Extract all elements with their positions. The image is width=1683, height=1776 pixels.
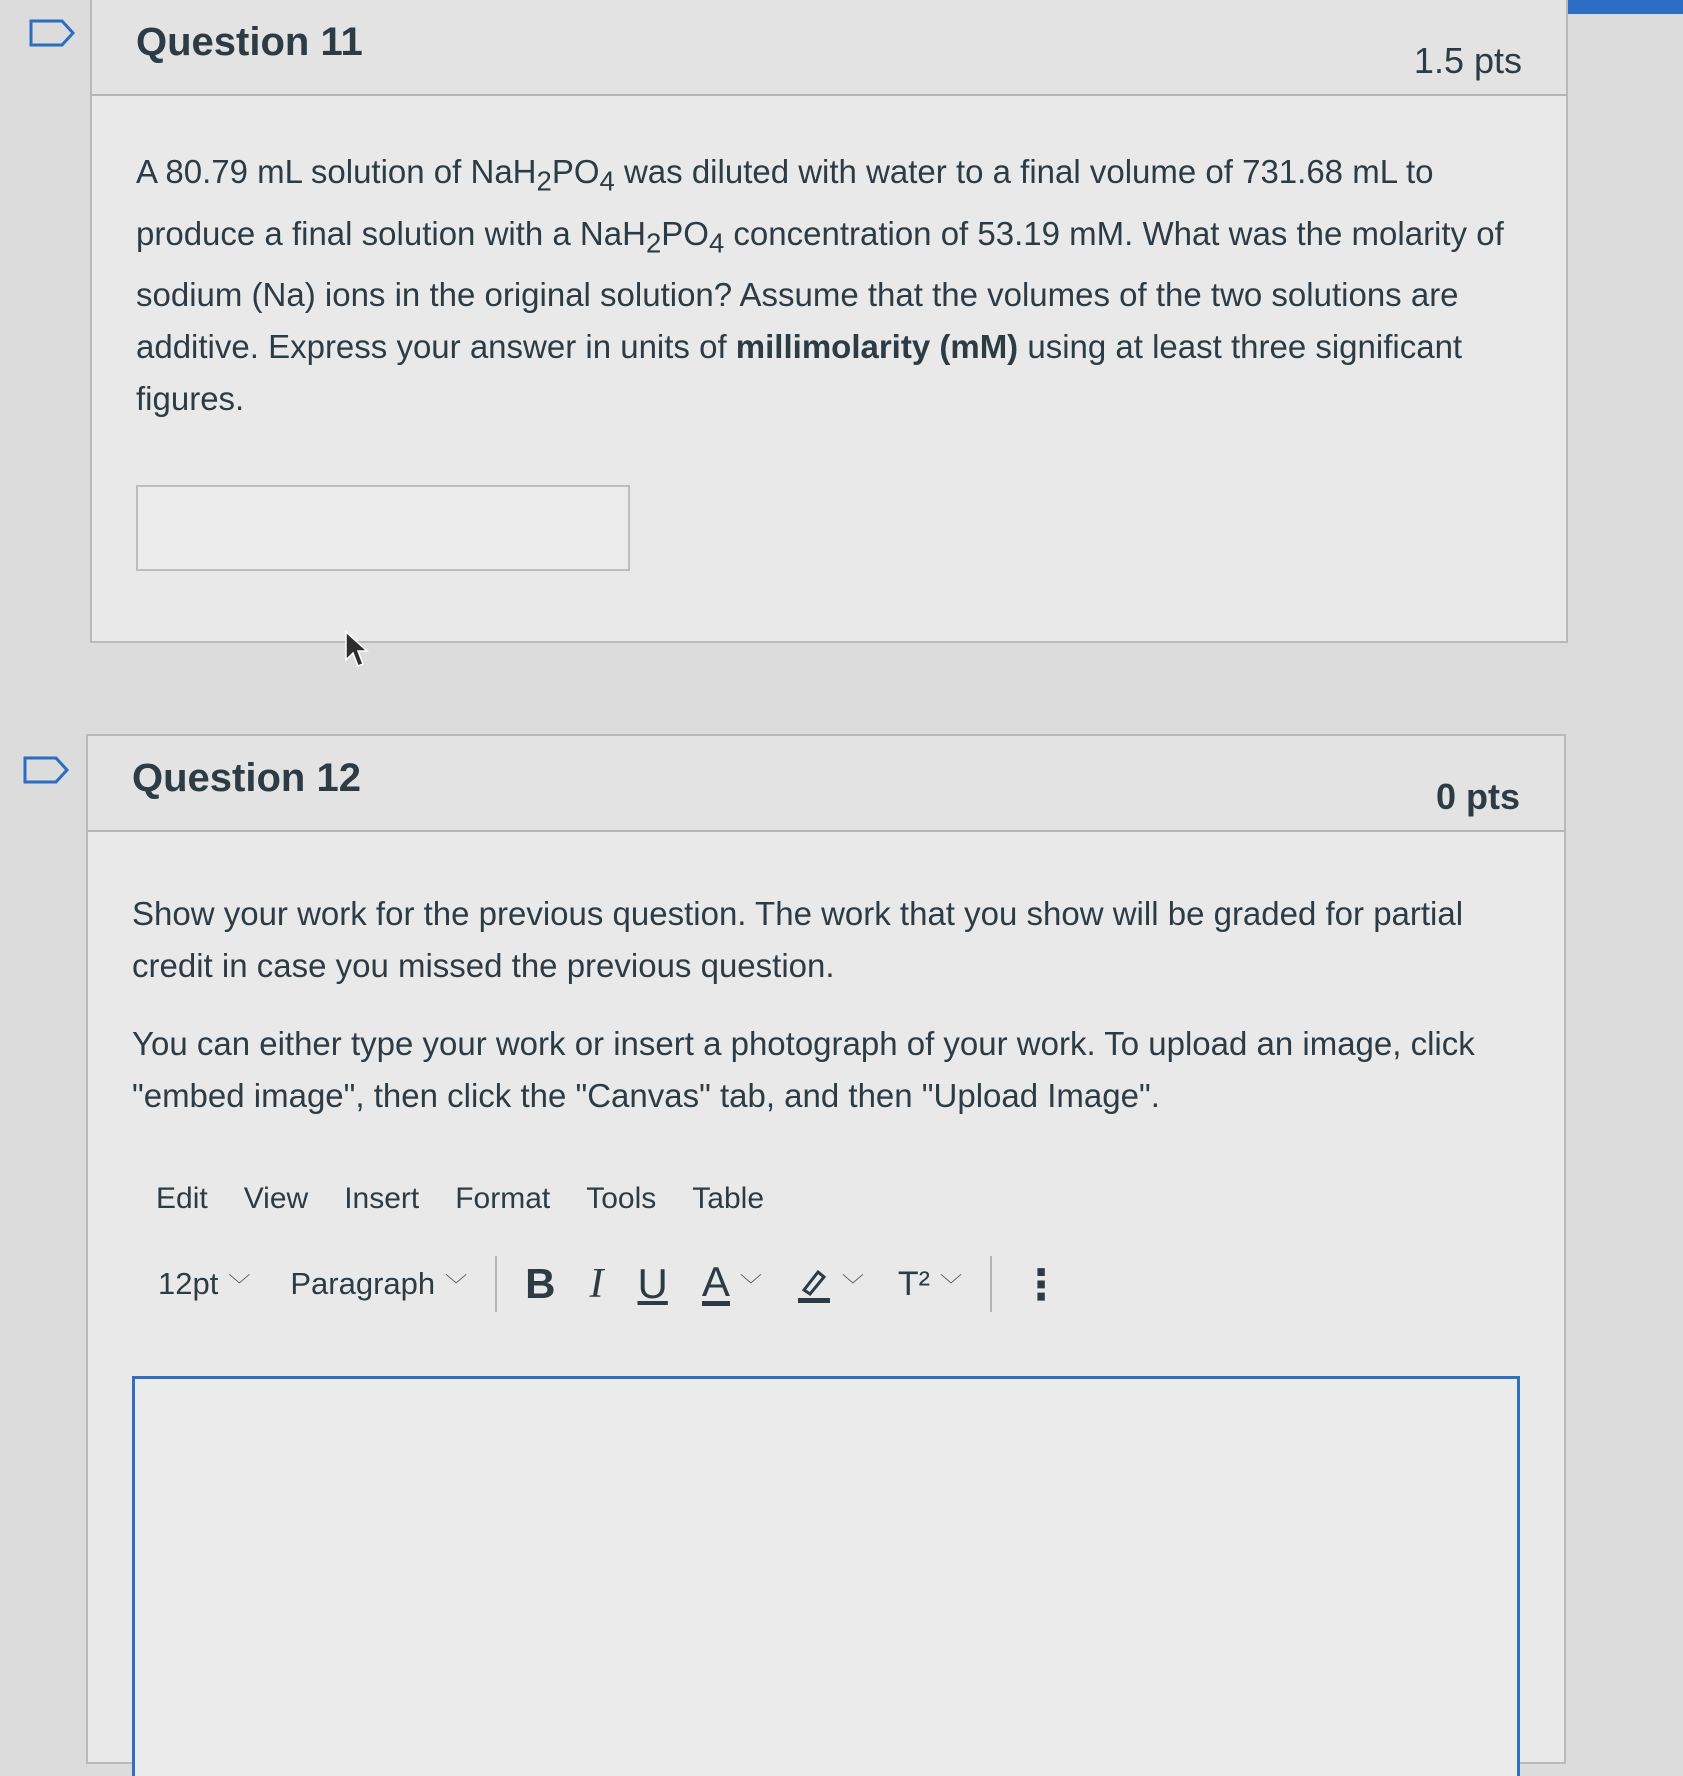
question-12-card [86,734,1566,1764]
q11-text-part: concentration of 53.19 mM. What was the molarity of sodium (Na) ions in the original solution? Assume that the volumes of the two solutions are additive. Express your answer in units of [136,214,1504,366]
menu-edit[interactable]: Edit [156,1182,208,1215]
font-size-select[interactable] [158,1266,250,1302]
question-12-points: 0 pts [1435,776,1520,817]
highlighter-icon [796,1264,832,1304]
question-11-points: 1.5 pts [1413,40,1522,81]
menu-table[interactable]: Table [692,1182,764,1215]
block-format-select[interactable] [290,1266,467,1302]
menu-view[interactable]: View [243,1182,309,1215]
block-format-value: Paragraph [290,1266,436,1301]
question-11-text [136,146,1522,425]
question-12-title: Question 12 [132,756,361,800]
q11-text-part: PO [661,214,709,252]
question-12-para-1: Show your work for the previous question. The work that you show will be graded for partial credit in case you missed the previous question. [132,895,1464,984]
toolbar-divider [990,1256,992,1312]
q11-subscript: 4 [708,227,725,259]
more-options-icon[interactable]: ⋮ [1020,1260,1062,1308]
chevron-down-icon: ﹀ [739,1272,762,1298]
chevron-down-icon: ﹀ [228,1272,251,1298]
superscript-icon: T² [897,1264,930,1303]
q11-text-part: was diluted with water to a final volume of 731.68 mL to produce a final solution with a NaH [136,153,1434,252]
mouse-pointer-icon [344,630,370,670]
question-11-header [92,0,1566,96]
rich-text-editor-area[interactable] [132,1376,1520,1776]
q11-subscript: 4 [599,165,615,197]
q11-text-part: using at least three significant figures. [136,328,1463,418]
q11-bold-units: millimolarity (mM) [735,328,1019,366]
menu-format[interactable]: Format [455,1182,551,1215]
editor-toolbar [158,1254,1520,1314]
menu-tools[interactable]: Tools [586,1182,657,1215]
menu-insert[interactable]: Insert [344,1182,420,1215]
question-11-body [92,96,1566,571]
highlight-color-button[interactable] [796,1264,864,1304]
bold-button[interactable]: B [525,1260,556,1307]
chevron-down-icon: ﹀ [841,1272,864,1298]
q11-subscript: 2 [645,227,662,259]
underline-button[interactable]: U [637,1260,668,1307]
q11-text-part: PO [551,153,600,190]
question-12-header [88,736,1564,832]
question-12-para-2: You can either type your work or insert a photograph of your work. To upload an image, click "embed image", then click the "Canvas" tab, and then "Upload Image". [132,1025,1475,1114]
font-size-value: 12pt [158,1266,219,1301]
chevron-down-icon: ﹀ [939,1272,962,1298]
flag-question-12-icon[interactable] [22,755,70,785]
italic-button[interactable]: I [589,1261,604,1307]
text-color-icon: A [701,1257,730,1305]
question-11-title: Question 11 [136,20,363,64]
q11-subscript: 2 [536,165,552,197]
q11-text-part: A 80.79 mL solution of NaH [136,153,537,190]
text-color-button[interactable] [701,1257,762,1306]
superscript-button[interactable] [898,1265,962,1304]
question-11-answer-input[interactable] [136,485,630,571]
editor-menubar [156,1182,1520,1216]
chevron-down-icon: ﹀ [445,1272,468,1298]
question-11-card [90,0,1568,643]
toolbar-divider [495,1256,497,1312]
question-12-body [88,832,1564,1314]
flag-question-11-icon[interactable] [28,18,76,48]
